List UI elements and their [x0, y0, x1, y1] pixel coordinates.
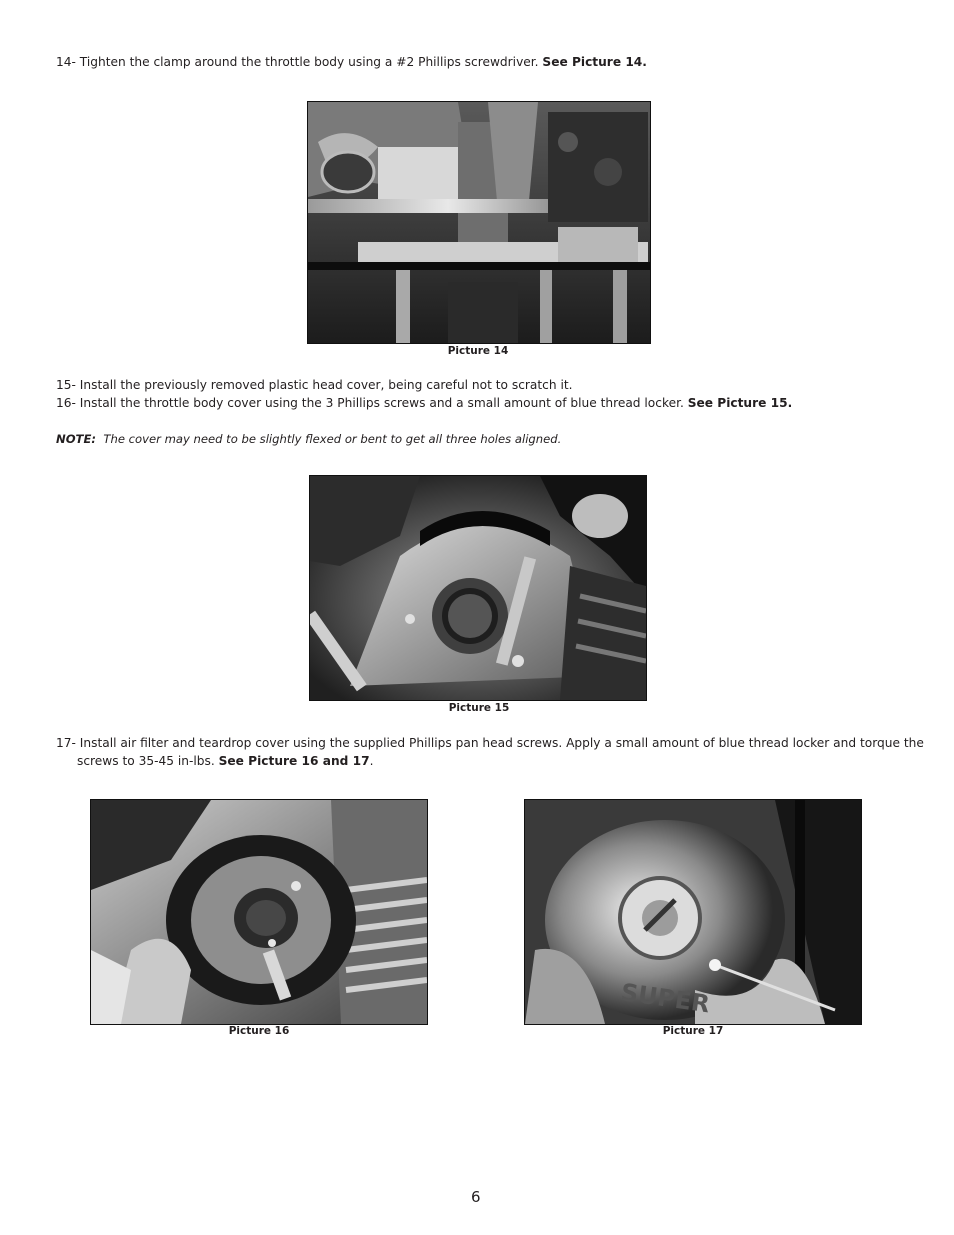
- step-17-instruction: screws to 35-45 in-lbs.: [77, 754, 219, 768]
- picture-14-caption: Picture 14: [447, 345, 509, 357]
- picture-15-photo: [309, 475, 647, 701]
- picture-17-emblem-text: SUPER: [619, 978, 712, 1019]
- step-17-line-1: 17- Install air filter and teardrop cover using the supplied Phillips pan head screws. Apply a small amount of blue thread locker and torque the: [56, 736, 924, 750]
- step-15-text: 15- Install the previously removed plastic head cover, being careful not to scratch it.: [56, 378, 573, 392]
- picture-17-photo: [524, 799, 862, 1025]
- step-14-picture-reference: See Picture 14.: [542, 55, 647, 69]
- step-14-text: [56, 53, 647, 71]
- picture-16-caption: Picture 16: [228, 1025, 290, 1037]
- picture-15-caption: Picture 15: [448, 702, 510, 714]
- note-text: The cover may need to be slightly flexed or bent to get all three holes aligned.: [103, 432, 562, 446]
- step-17-period: .: [369, 754, 374, 768]
- note-label: NOTE:: [56, 432, 97, 446]
- page-number: 6: [471, 1188, 481, 1206]
- picture-16-photo: [90, 799, 428, 1025]
- note: [56, 430, 561, 448]
- step-16-picture-reference: See Picture 15.: [687, 396, 793, 410]
- step-17-line-2: [77, 752, 373, 770]
- step-16-text: [56, 394, 792, 412]
- step-17-picture-reference: See Picture 16 and 17: [218, 754, 370, 768]
- step-16-instruction: 16- Install the throttle body cover using the 3 Phillips screws and a small amount of blue thread locker.: [56, 396, 688, 410]
- picture-14-photo: [307, 101, 651, 344]
- step-14-instruction: 14- Tighten the clamp around the throttle body using a #2 Phillips screwdriver.: [56, 55, 543, 69]
- picture-17-caption: Picture 17: [662, 1025, 724, 1037]
